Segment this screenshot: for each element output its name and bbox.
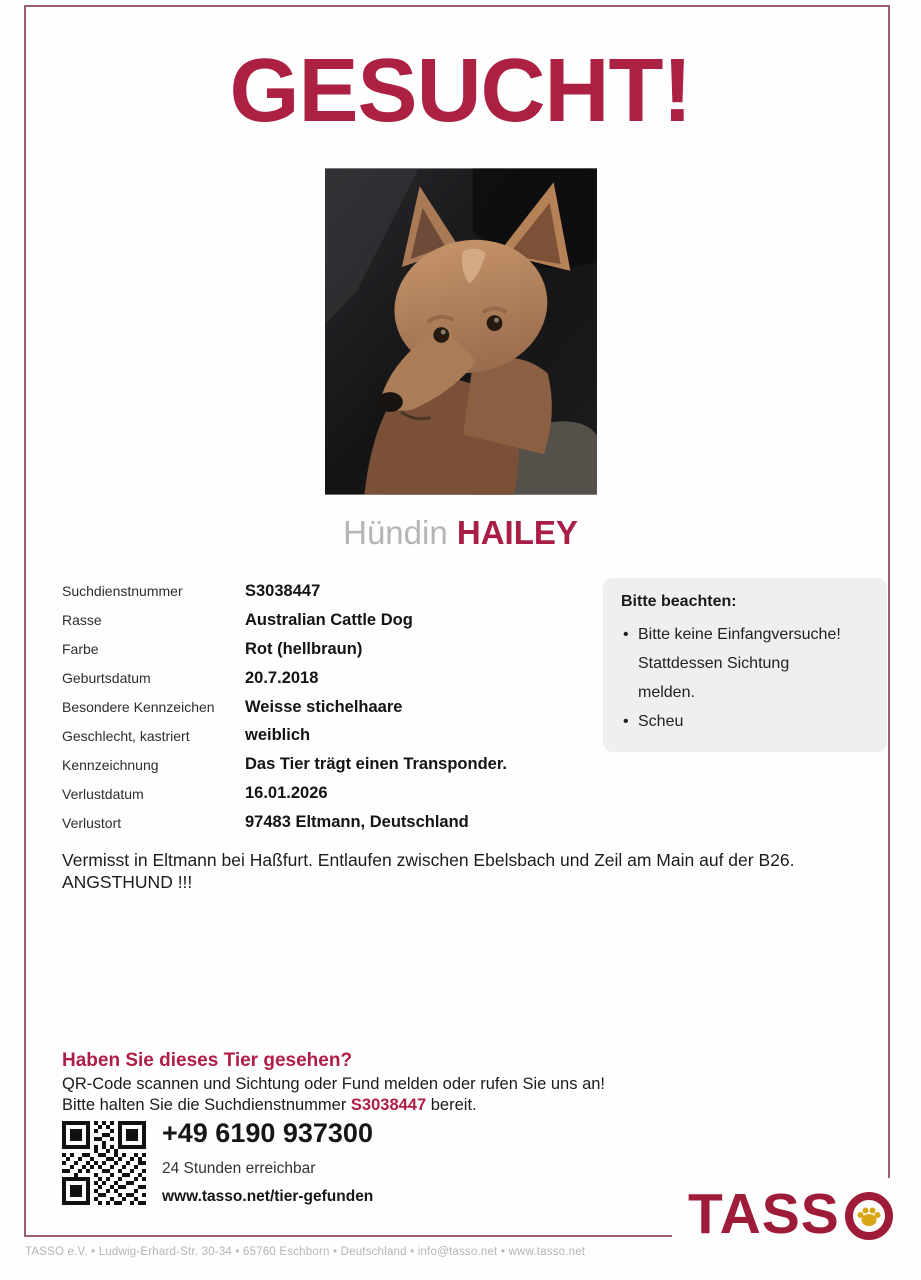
dog-photo	[325, 166, 597, 497]
detail-label: Verlustort	[62, 814, 122, 831]
detail-label: Geburtsdatum	[62, 670, 151, 687]
table-row	[62, 577, 507, 606]
notice-title: Bitte beachten:	[621, 593, 737, 610]
dog-eye-glint-left	[441, 330, 446, 335]
detail-label: Rasse	[62, 612, 102, 629]
detail-value: Weisse stichelhaare	[245, 697, 403, 716]
detail-label: Farbe	[62, 641, 99, 658]
notice-bullet-item	[621, 620, 869, 707]
notice-box	[603, 578, 887, 752]
detail-label: Verlustdatum	[62, 785, 144, 802]
pet-details-table	[62, 577, 507, 837]
loss-description-line1: Vermisst in Eltmann bei Haßfurt. Entlaufen zwischen Ebelsbach und Zeil am Main auf der B26.	[62, 850, 795, 870]
detail-value: Rot (hellbraun)	[245, 639, 363, 658]
detail-label: Geschlecht, kastriert	[62, 727, 190, 744]
tasso-logo-text: TASS	[688, 1182, 840, 1246]
table-row	[62, 664, 507, 693]
notice-line: melden.	[638, 684, 695, 701]
detail-value: weiblich	[245, 726, 311, 745]
sighting-number-line	[62, 1096, 477, 1115]
table-row	[62, 606, 507, 635]
dog-nose	[377, 392, 403, 412]
notice-line: • Scheu	[638, 713, 684, 730]
detail-value: S3038447	[245, 581, 321, 600]
availability-note: 24 Stunden erreichbar	[162, 1160, 316, 1177]
organization-footer: TASSO e.V. • Ludwig-Erhard-Str. 30-34 • 65760 Eschborn • Deutschland • info@tasso.net • www.tasso.net	[25, 1246, 586, 1258]
detail-value: 20.7.2018	[245, 668, 319, 687]
dog-eye-left	[433, 327, 449, 343]
sighting-number-suffix: bereit.	[426, 1096, 477, 1114]
table-row	[62, 721, 507, 750]
detail-label: Kennzeichnung	[62, 756, 159, 773]
tasso-logo	[672, 1178, 905, 1253]
detail-value: 97483 Eltmann, Deutschland	[245, 813, 469, 832]
poster-title: GESUCHT!	[229, 41, 692, 141]
report-website-url: www.tasso.net/tier-gefunden	[162, 1188, 374, 1205]
detail-value: Australian Cattle Dog	[245, 610, 413, 629]
contact-phone-number: +49 6190 937300	[162, 1118, 373, 1148]
detail-value: 16.01.2026	[245, 784, 328, 803]
loss-description	[62, 849, 880, 893]
sighting-number-prefix: Bitte halten Sie die Suchdienstnummer	[62, 1096, 351, 1114]
pet-name-line	[0, 514, 921, 552]
table-row	[62, 750, 507, 779]
detail-label: Besondere Kennzeichen	[62, 699, 215, 715]
detail-label: Suchdienstnummer	[62, 583, 183, 600]
table-row	[62, 693, 507, 722]
notice-line: • Bitte keine Einfangversuche!	[638, 626, 841, 643]
table-row	[62, 635, 507, 664]
dog-eye-glint-right	[494, 318, 499, 323]
pet-species-label: Hündin	[343, 514, 448, 551]
loss-description-line2: ANGSTHUND !!!	[62, 872, 193, 892]
pet-name: HAILEY	[456, 514, 578, 551]
notice-line: Stattdessen Sichtung	[638, 655, 790, 672]
qr-code-icon	[62, 1121, 146, 1205]
table-row	[62, 808, 507, 837]
tasso-logo-o-paw-icon	[843, 1189, 895, 1241]
detail-value: Das Tier trägt einen Transponder.	[245, 755, 507, 774]
notice-bullet-item	[621, 707, 869, 736]
table-row	[62, 779, 507, 808]
dog-eye-right	[487, 315, 503, 331]
sighting-heading: Haben Sie dieses Tier gesehen?	[62, 1050, 353, 1071]
sighting-instruction: QR-Code scannen und Sichtung oder Fund melden oder rufen Sie uns an!	[62, 1075, 606, 1093]
paw-icon	[857, 1207, 880, 1226]
suchdienstnummer: S3038447	[350, 1096, 427, 1114]
